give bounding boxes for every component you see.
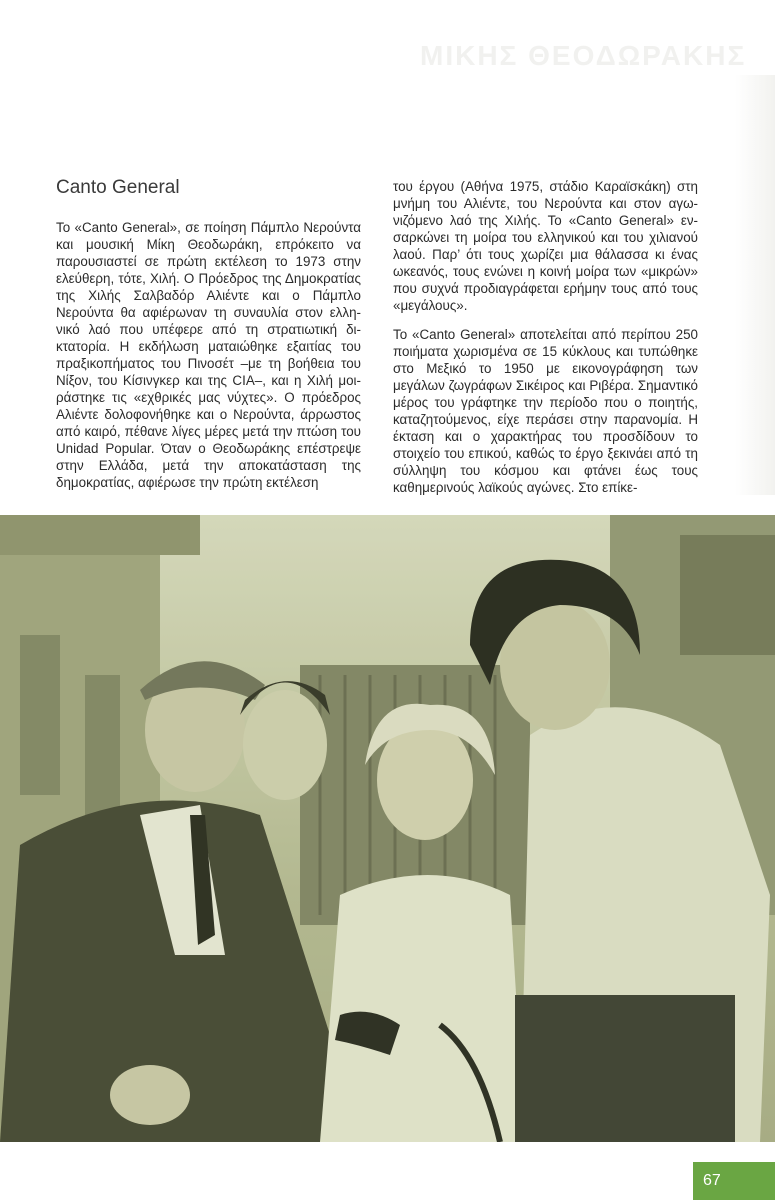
page-number: 67 — [703, 1172, 721, 1189]
right-text-column — [393, 178, 698, 508]
left-text-column — [56, 219, 361, 503]
page-number-tab — [693, 1162, 775, 1200]
historical-photograph — [0, 515, 775, 1142]
right-paragraph-2: Το «Canto General» αποτελείται από περίπου 250 ποιήματα χωρισμένα σε 15 κύκλους και τυπώθηκε στο Μεξικό το 1950 με εικονογράφηση των μεγάλων ζωγράφων Σικέιρος και Ριβέρα. Σημαντικό μέρος του γράφτηκε την περίοδο που ο ποιητής, καταζητούμενος, είχε περάσει στην παρανομία. Η έκταση και ο χαρακτήρας του προσδίδουν το στοιχείο του επικού, καθώς το έργο ξεκινάει από τη σύλληψη του κόσμου και φτάνει έως τους καθημερινούς λαϊκούς αγώνες. Στο επίκε- — [393, 327, 698, 495]
photo-illustration — [0, 515, 775, 1142]
left-paragraph-1: Το «Canto General», σε ποίηση Πάμπλο Νερούντα και μουσική Μίκη Θεοδωράκη, επρόκειτο να παρουσιαστεί σε πρώτη εκτέλεση το 1973 στην ελεύθερη, τότε, Χιλή. Ο Πρόεδρος της Δημοκρατίας της Χιλής Σαλβαδόρ Αλιέντε και ο Πάμπλο Νερούντα θα αφιέρωναν τη συναυλία στον ελληνικό λαό που υπέφερε από τη στρατιωτική δικτατορία. Η εκδήλωση ματαιώθηκε εξαιτίας του πραξικοπήματος του Πινοσέτ –με τη βοήθεια του Νίξον, του Κίσινγκερ και της CIA–, και η Χιλή μοιράστηκε τις «εχθρικές μας νύχτες». Ο πρόεδρος Αλιέντε δολοφονήθηκε και ο Νερούντα, άρρωστος από καιρό, πέθανε λίγες μέρες μετά την πτώση του Unidad Popular. Όταν ο Θεοδωράκης επέστρεψε στην Ελλάδα, μετά την αποκατάσταση της δημοκρατίας, αφιέρωσε την πρώτη εκτέλεση — [56, 220, 361, 490]
right-paragraph-1: του έργου (Αθήνα 1975, στάδιο Καραϊσκάκη) στη μνήμη του Αλιέντε, του Νερούντα και στον αγωνιζόμενο λαό της Χιλής. Το «Canto General» ενσαρκώνει τη μοίρα του ελληνικού και του χιλιανού λαού. Παρ’ ότι τους χωρίζει μια θάλασσα κι ένας ωκεανός, τους ενώνει η κοινή μοίρα των «μικρών» που συχνά προδιαγράφεται ερήμην τους από τους «μεγάλους». — [393, 179, 698, 313]
faded-running-header: ΜΙΚΗΣ ΘΕΟΔΩΡΑΚΗΣ — [420, 40, 747, 71]
photo-tint — [0, 515, 775, 1142]
section-title: Canto General — [56, 177, 180, 198]
page-edge-shadow — [735, 75, 775, 495]
